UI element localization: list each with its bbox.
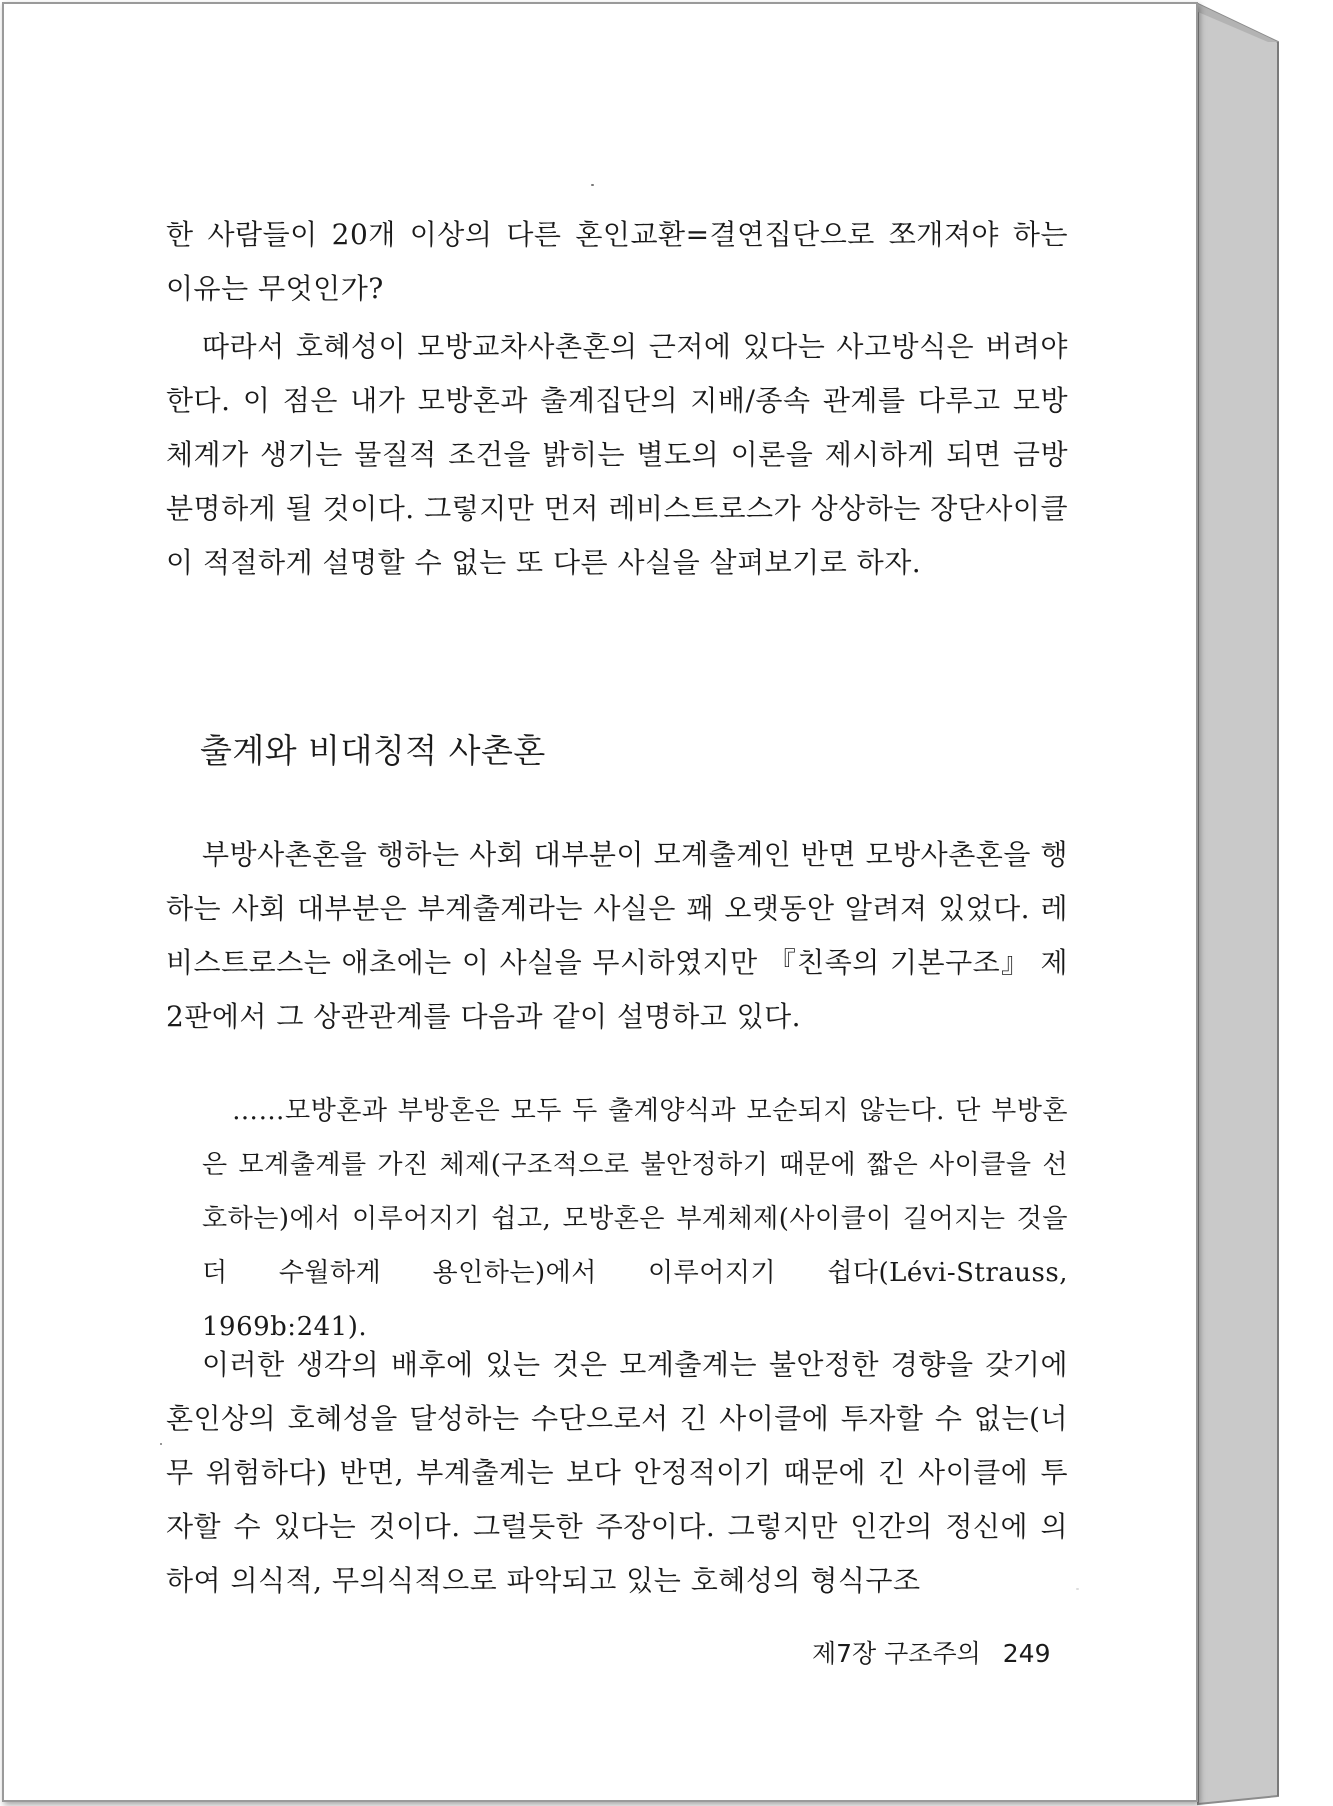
section-heading: 출계와 비대칭적 사촌혼 xyxy=(200,731,546,770)
page-number: 249 xyxy=(1002,1639,1051,1668)
paragraph-1: 한 사람들이 20개 이상의 다른 혼인교환=결연집단으로 쪼개져야 하는 이유는 무엇인가? xyxy=(166,218,1068,305)
paragraph-3: 부방사촌혼을 행하는 사회 대부분이 모계출계인 반면 모방사촌혼을 행하는 사회 대부분은 부계출계라는 사실은 꽤 오랫동안 알려져 있었다. 레비스트로스는 애초에는 이 사실을 무시하였지만 『친족의 기본구조』 제2판에서 그 상관관계를 다음과 같이 설명하고 있다. xyxy=(166,838,1068,1033)
paragraph-2: 따라서 호혜성이 모방교차사촌혼의 근저에 있다는 사고방식은 버려야 한다. 이 점은 내가 모방혼과 출계집단의 지배/종속 관계를 다루고 모방체계가 생기는 물질적 조건을 밝히는 별도의 이론을 제시하게 되면 금방 분명하게 될 것이다. 그렇지만 먼저 레비스트로스가 상상하는 장단사이클이 적절하게 설명할 수 없는 또 다른 사실을 살펴보기로 하자. xyxy=(166,330,1068,579)
print-speck xyxy=(160,1443,162,1445)
paragraph-4: 이러한 생각의 배후에 있는 것은 모계출계는 불안정한 경향을 갖기에 혼인상의 호혜성을 달성하는 수단으로서 긴 사이클에 투자할 수 없는(너무 위험하다) 반면, 부계출계는 보다 안정적이기 때문에 긴 사이클에 투자할 수 있다는 것이다. 그럴듯한 주장이다. 그렇지만 인간의 정신에 의하여 의식적, 무의식적으로 파악되고 있는 호혜성의 형식구조 xyxy=(166,1348,1068,1597)
page-footer xyxy=(812,1634,1050,1670)
block-quote: ……모방혼과 부방혼은 모두 두 출계양식과 모순되지 않는다. 단 부방혼은 모계출계를 가진 체제(구조적으로 불안정하기 때문에 짧은 사이클을 선호하는)에서 이루어지기 쉽고, 모방혼은 부계체제(사이클이 길어지는 것을 더 수월하게 용인하는)에서 이루어지기 쉽다(Lévi-Strauss, 1969b:241). xyxy=(202,1096,1068,1342)
print-speck xyxy=(591,184,594,186)
running-chapter-title: 제7장 구조주의 xyxy=(812,1639,981,1668)
print-speck xyxy=(1076,1588,1079,1590)
